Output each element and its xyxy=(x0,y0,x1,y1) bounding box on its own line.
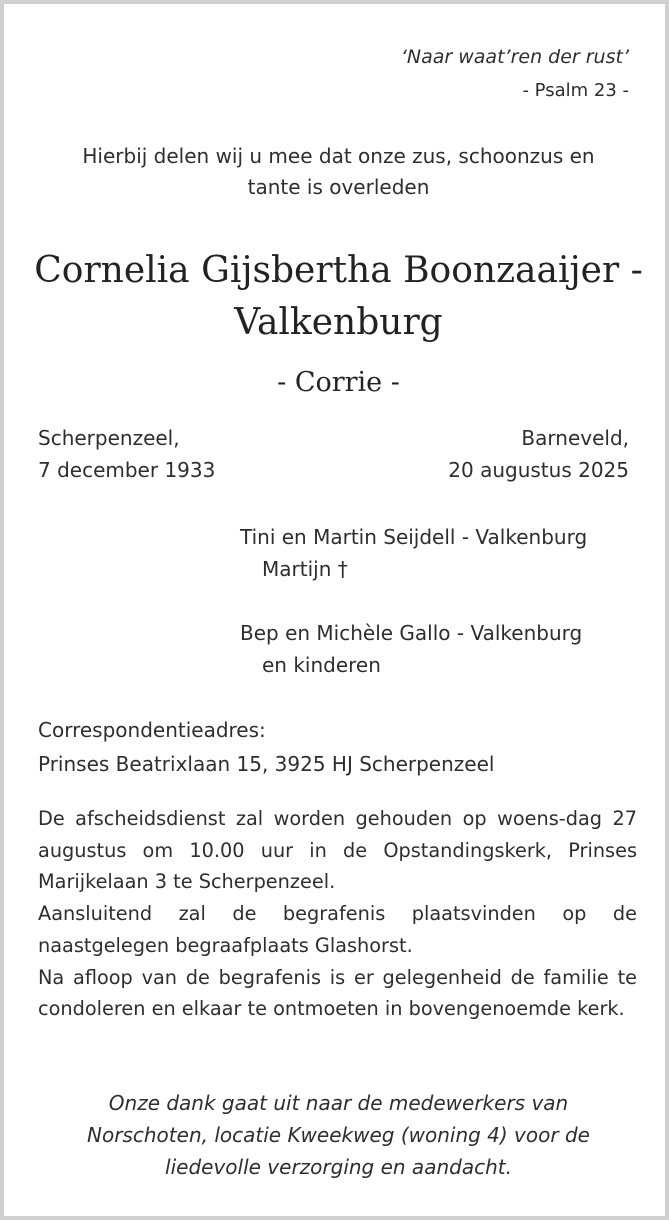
birth-info xyxy=(38,422,215,486)
correspondence-address: Prinses Beatrixlaan 15, 3925 HJ Scherpenzeel xyxy=(38,752,495,776)
deceased-name xyxy=(24,245,653,349)
deceased-name-line: Valkenburg xyxy=(234,302,443,343)
service-paragraph: Aansluitend zal de begrafenis plaatsvinden op de naastgelegen begraafplaats Glashorst. xyxy=(38,902,637,957)
intro-line: tante is overleden xyxy=(247,175,430,199)
deceased-nickname: - Corrie - xyxy=(277,367,400,398)
birth-place: Scherpenzeel, xyxy=(38,426,180,450)
correspondence xyxy=(38,713,494,781)
motto-source: - Psalm 23 - xyxy=(522,80,629,101)
family-sub: Martijn † xyxy=(262,557,348,581)
thanks-note xyxy=(38,1087,639,1183)
deceased-name-line: Cornelia Gijsbertha Boonzaaijer - xyxy=(34,250,643,291)
thanks-line: Onze dank gaat uit naar de medewerkers van xyxy=(108,1091,569,1115)
thanks-line: liedevolle verzorging en aandacht. xyxy=(165,1155,512,1179)
service-paragraph: De afscheidsdienst zal worden gehouden op woens-dag 27 augustus om 10.00 uur in de Opstandingskerk, Prinses Marijkelaan 3 te Scherpenzeel. xyxy=(38,807,637,894)
correspondence-label: Correspondentieadres: xyxy=(38,718,266,742)
death-date: 20 augustus 2025 xyxy=(448,458,629,482)
death-place: Barneveld, xyxy=(521,426,629,450)
death-info xyxy=(448,422,629,486)
family-main: Tini en Martin Seijdell - Valkenburg xyxy=(240,525,588,549)
birth-date: 7 december 1933 xyxy=(38,458,216,482)
thanks-line: Norschoten, locatie Kweekweg (woning 4) voor de xyxy=(87,1123,590,1147)
family-sub: en kinderen xyxy=(262,653,381,677)
intro-text xyxy=(40,141,637,203)
family-main: Bep en Michèle Gallo - Valkenburg xyxy=(240,621,583,645)
family-group xyxy=(240,617,582,681)
motto-quote: ‘Naar waat’ren der rust’ xyxy=(400,46,629,68)
service-info xyxy=(38,803,637,1025)
intro-line: Hierbij delen wij u mee dat onze zus, schoonzus en xyxy=(82,144,595,168)
family-group xyxy=(240,521,587,585)
service-paragraph: Na afloop van de begrafenis is er gelegenheid de familie te condoleren en elkaar te ontmoeten in bovengenoemde kerk. xyxy=(38,965,637,1021)
